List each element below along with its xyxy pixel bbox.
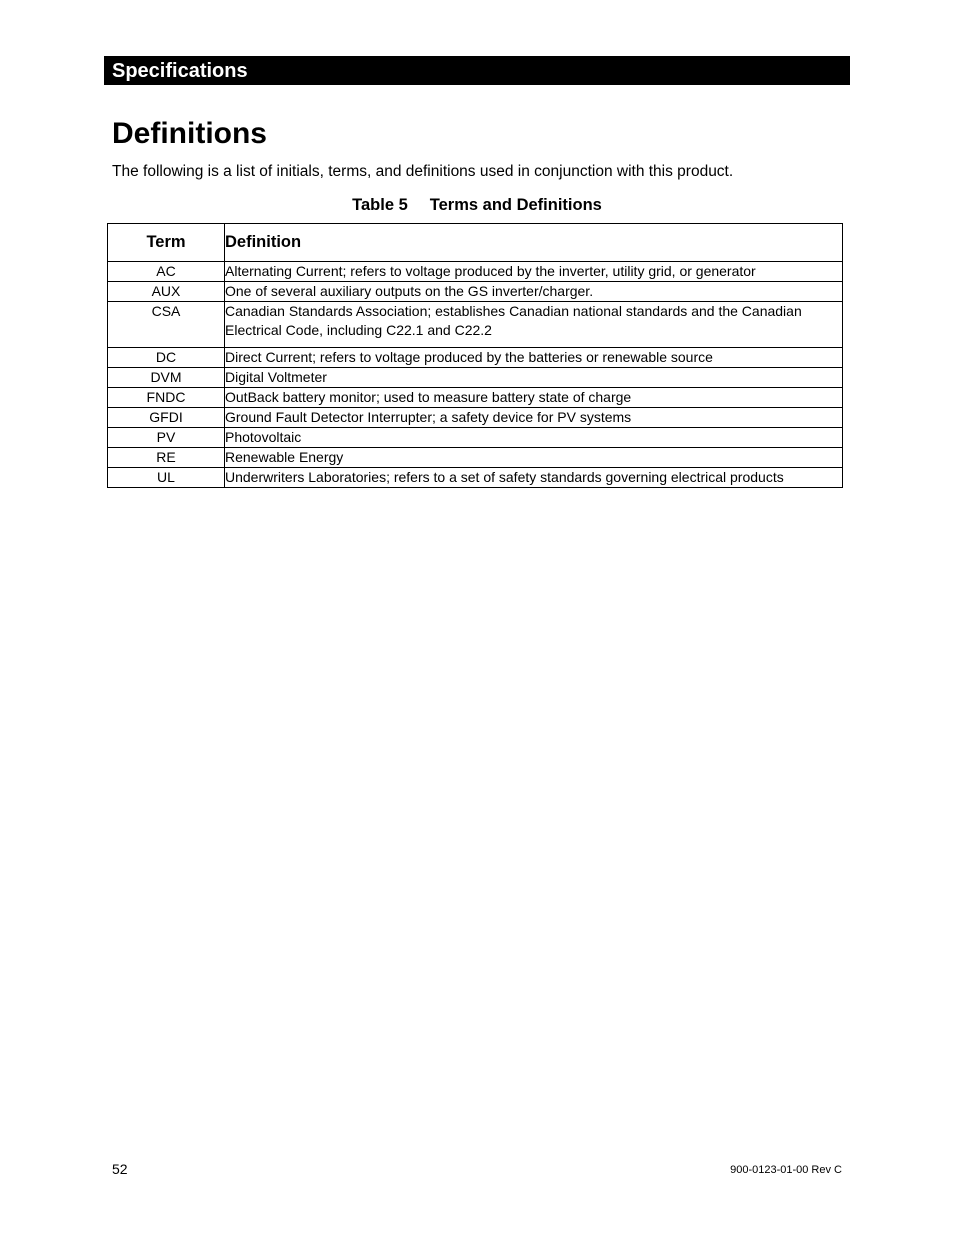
table-row (108, 348, 843, 368)
term-cell: GFDI (108, 408, 225, 428)
term-cell: PV (108, 428, 225, 448)
definition-cell: Underwriters Laboratories; refers to a set of safety standards governing electrical products (225, 468, 843, 488)
column-header-term: Term (108, 224, 225, 262)
definition-cell: Ground Fault Detector Interrupter; a safety device for PV systems (225, 408, 843, 428)
definition-cell: Digital Voltmeter (225, 368, 843, 388)
term-cell: UL (108, 468, 225, 488)
term-cell: RE (108, 448, 225, 468)
table-row (108, 428, 843, 448)
term-cell: DVM (108, 368, 225, 388)
definition-cell: Alternating Current; refers to voltage produced by the inverter, utility grid, or generator (225, 262, 843, 282)
document-number: 900-0123-01-00 Rev C (730, 1164, 842, 1176)
section-header-bar (104, 56, 850, 85)
definition-cell: Canadian Standards Association; establishes Canadian national standards and the Canadian Electrical Code, including C22.1 and C22.2 (225, 302, 843, 348)
term-cell: DC (108, 348, 225, 368)
term-cell: CSA (108, 302, 225, 348)
intro-paragraph: The following is a list of initials, terms, and definitions used in conjunction with this product. (112, 163, 734, 180)
table-row (108, 408, 843, 428)
definition-cell: Direct Current; refers to voltage produced by the batteries or renewable source (225, 348, 843, 368)
table-row (108, 368, 843, 388)
definition-cell: Renewable Energy (225, 448, 843, 468)
term-cell: FNDC (108, 388, 225, 408)
table-caption (0, 194, 954, 216)
table-row (108, 468, 843, 488)
table-row (108, 302, 843, 348)
definition-cell: Photovoltaic (225, 428, 843, 448)
table-caption-number: Table 5 (352, 196, 408, 214)
table-row (108, 262, 843, 282)
table-row (108, 388, 843, 408)
page-title: Definitions (112, 117, 267, 150)
definitions-table (107, 223, 843, 488)
table-row (108, 282, 843, 302)
definition-cell: OutBack battery monitor; used to measure battery state of charge (225, 388, 843, 408)
term-cell: AUX (108, 282, 225, 302)
page-number: 52 (112, 1161, 128, 1177)
definition-cell: One of several auxiliary outputs on the GS inverter/charger. (225, 282, 843, 302)
term-cell: AC (108, 262, 225, 282)
table-caption-title: Terms and Definitions (429, 196, 602, 214)
table-header-row (108, 224, 843, 262)
table-row (108, 448, 843, 468)
column-header-definition: Definition (225, 224, 843, 262)
section-label: Specifications (112, 60, 248, 82)
